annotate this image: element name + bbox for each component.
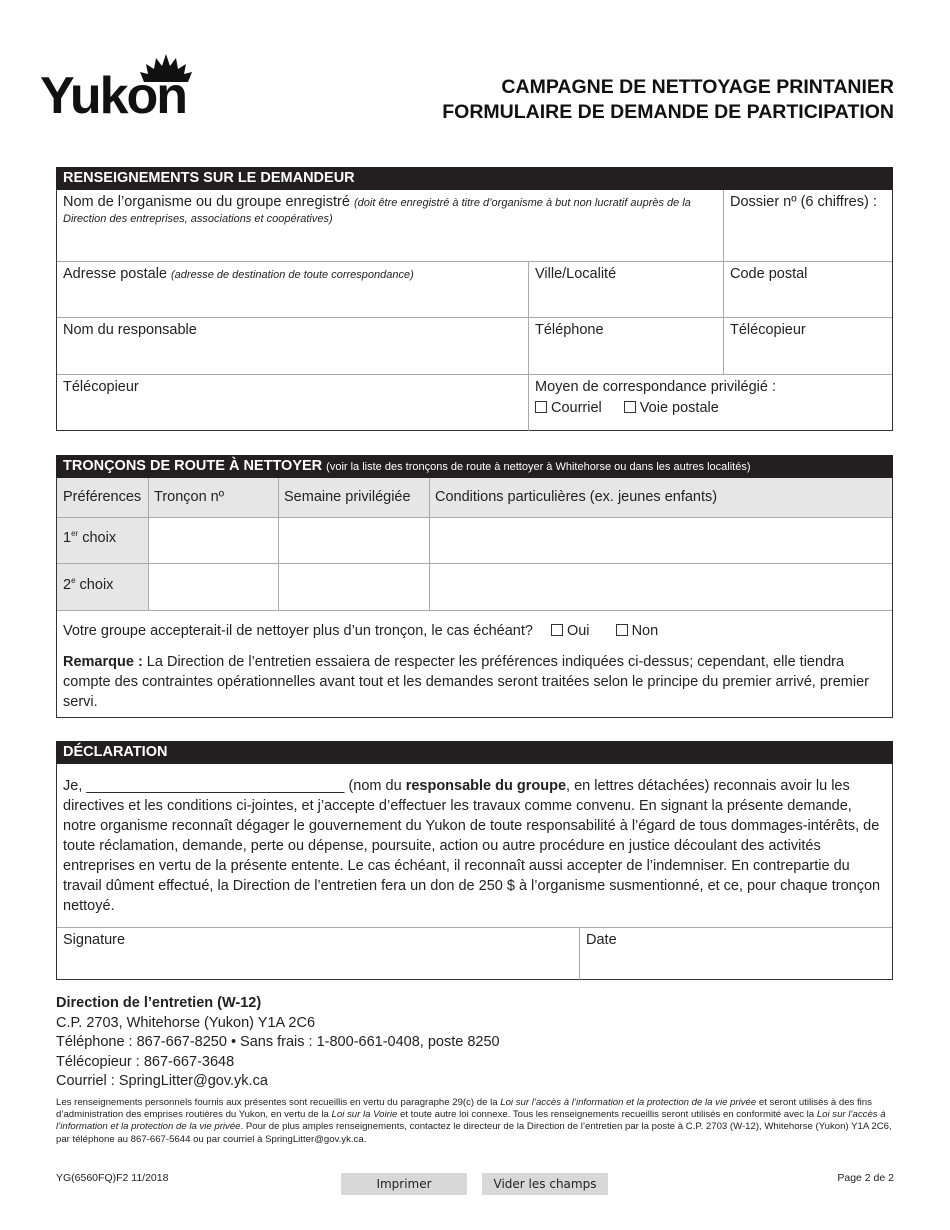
legal-t3: et toute autre loi connexe. Tous les renseignements recueillis seront utilisés en conformité avec la	[397, 1109, 817, 1121]
contact-email: Courriel : SpringLitter@gov.yk.ca	[56, 1073, 268, 1089]
signature-field[interactable]	[57, 928, 579, 979]
contact-block	[56, 994, 500, 1092]
org-name-note: (doit être enregistré à titre d’organisme à but non lucratif auprès de la Direction des entreprises, associations et coopératives)	[63, 197, 691, 225]
postal-address-label: Adresse postale	[63, 266, 167, 282]
org-name-label: Nom de l’organisme ou du groupe enregistré	[63, 194, 350, 210]
row1-sup: er	[71, 529, 79, 538]
clear-fields-button[interactable]: Vider les champs	[482, 1173, 608, 1195]
org-name-field[interactable]	[57, 190, 717, 261]
declaration-text	[57, 774, 892, 920]
applicant-heading: RENSEIGNEMENTS SUR LE DEMANDEUR	[63, 170, 355, 186]
yes-checkbox[interactable]	[551, 624, 563, 636]
yukon-logo	[40, 58, 215, 128]
roads-remark	[57, 648, 892, 716]
declaration-heading: DÉCLARATION	[63, 744, 168, 760]
col-preferred-week: Semaine privilégiée	[284, 489, 411, 505]
privacy-notice	[56, 1097, 898, 1146]
legal-t2: et seront utilisés à des fins d’administration des emprises routières du Yukon, en vertu de la	[56, 1097, 872, 1121]
second-choice-conditions-input[interactable]	[430, 564, 892, 610]
contact-dept: Direction de l’entretien (W-12)	[56, 995, 262, 1011]
postal-code-label: Code postal	[730, 266, 808, 282]
postal-address-field[interactable]	[57, 262, 528, 317]
roads-heading: TRONÇONS DE ROUTE À NETTOYER	[63, 458, 323, 474]
decl-bold: responsable du groupe	[405, 778, 567, 794]
declaration-section	[56, 764, 893, 980]
contact-address: C.P. 2703, Whitehorse (Yukon) Y1A 2C6	[56, 1014, 316, 1031]
fax-label: Télécopieur	[730, 322, 806, 338]
remark-text: La Direction de l’entretien essaiera de respecter les préférences indiquées ci-dessus; cependant, elle tiendra compte des contraintes opérationnelles avant tout et les demandes seront traitées selon le principe du premier arrivé, premier servi.	[63, 654, 869, 710]
correspondence-pref-label: Moyen de correspondance privilégié :	[535, 379, 776, 395]
email-option-label: Courriel	[551, 400, 602, 416]
fax2-label: Télécopieur	[63, 379, 139, 395]
legal-i2: Loi sur la Voirie	[331, 1109, 398, 1121]
first-choice-conditions-input[interactable]	[430, 518, 892, 563]
print-button[interactable]: Imprimer	[341, 1173, 467, 1195]
legal-t4: . Pour de plus amples renseignements, contactez le directeur de la Direction de l’entretien par la poste à C.P. 2703 (W-12), Whitehorse (Yukon) Y1A 2C6, par téléphone au 867-667-5644 ou par courriel à SpringLitter@gov.yk.ca.	[56, 1121, 892, 1145]
file-number-field[interactable]	[724, 190, 892, 261]
city-field[interactable]	[529, 262, 723, 317]
contact-phone: Téléphone : 867-667-8250 • Sans frais : 1-800-661-0408, poste 8250	[56, 1034, 500, 1050]
roads-section	[56, 478, 893, 718]
multiple-sections-question	[57, 619, 892, 643]
declaration-section-header	[56, 741, 893, 764]
decl-part2: , en lettres détachées) reconnais avoir lu les directives et les conditions ci-jointes, et j’accepte d’effectuer les travaux comme convenu. En signant la présente demande, notre organisme reconnaît dégager le gouvernement du Yukon de toute responsabilité à l’égard de tous dommages-intérêts, de toute réclamation, demande, perte ou dépense, poursuite, action ou autre procédure en justice découlant des activités entreprises en vertu de la présente entente. Le cas échéant, il reconnaît aussi accepter de l’indemniser. En contrepartie du travail dûment effectué, la Direction de l’entretien fera un don de 250 $ à l’organisme susmentionné, et ce, pour chaque tronçon nettoyé.	[63, 778, 881, 914]
row-first-choice-label	[57, 525, 148, 550]
phone-field[interactable]	[529, 318, 723, 374]
title-line-2: FORMULAIRE DE DEMANDE DE PARTICIPATION	[442, 101, 894, 123]
col-special-conditions: Conditions particulières (ex. jeunes enfants)	[435, 489, 718, 505]
page-number: Page 2 de 2	[837, 1172, 894, 1184]
applicant-section-header	[56, 167, 893, 190]
row2-num: 2	[63, 576, 72, 593]
phone-label: Téléphone	[535, 322, 604, 338]
row1-num: 1	[63, 529, 72, 546]
legal-i3: Loi sur l’accès à l’information et la protection de la vie privée	[56, 1109, 886, 1133]
col-section-number: Tronçon nº	[154, 489, 225, 505]
fax2-field[interactable]	[57, 375, 528, 430]
first-choice-section-input[interactable]	[149, 518, 278, 563]
legal-i1: Loi sur l’accès à l’information et la protection de la vie privée	[500, 1097, 757, 1108]
row-second-choice-label	[57, 572, 148, 597]
no-checkbox[interactable]	[616, 624, 628, 636]
fax-field[interactable]	[724, 318, 892, 374]
decl-je: Je,	[63, 778, 87, 794]
legal-t1: Les renseignements personnels fournis aux présentes sont recueillis en vertu du paragraphe 29(c) de la	[56, 1097, 501, 1108]
logo-wordmark: Yukon	[40, 67, 187, 125]
title-line-1: CAMPAGNE DE NETTOYAGE PRINTANIER	[501, 76, 894, 98]
first-choice-week-input[interactable]	[279, 518, 429, 563]
correspondence-preference	[529, 375, 892, 430]
question-text: Votre groupe accepterait-il de nettoyer plus d’un tronçon, le cas échéant?	[63, 623, 533, 639]
form-code: YG(6560FQ)F2 11/2018	[56, 1172, 169, 1184]
no-label: Non	[631, 623, 659, 639]
city-label: Ville/Localité	[535, 266, 617, 282]
group-leader-name-blank[interactable]: ________________________________	[86, 778, 345, 794]
second-choice-week-input[interactable]	[279, 564, 429, 610]
form-title	[442, 75, 894, 125]
row2-sup: e	[71, 576, 76, 585]
contact-name-field[interactable]	[57, 318, 528, 374]
file-number-label: Dossier nº (6 chiffres) :	[730, 194, 877, 210]
post-option-label: Voie postale	[639, 400, 719, 416]
contact-name-label: Nom du responsable	[63, 322, 197, 338]
applicant-section	[56, 190, 893, 431]
contact-fax: Télécopieur : 867-667-3648	[56, 1053, 235, 1070]
row2-word: choix	[75, 576, 114, 593]
date-label: Date	[586, 932, 617, 948]
postal-code-field[interactable]	[724, 262, 892, 317]
row1-word: choix	[78, 529, 117, 546]
post-checkbox[interactable]	[624, 401, 636, 413]
yes-label: Oui	[566, 623, 590, 639]
decl-part1: (nom du	[344, 778, 406, 794]
date-field[interactable]	[580, 928, 892, 979]
signature-label: Signature	[63, 932, 126, 948]
email-checkbox[interactable]	[535, 401, 547, 413]
roads-section-header	[56, 455, 893, 478]
remark-label: Remarque :	[63, 654, 143, 670]
postal-address-note: (adresse de destination de toute correspondance)	[171, 269, 414, 281]
roads-heading-note: (voir la liste des tronçons de route à nettoyer à Whitehorse ou dans les autres localités)	[326, 461, 751, 473]
second-choice-section-input[interactable]	[149, 564, 278, 610]
col-preferences: Préférences	[63, 489, 142, 505]
